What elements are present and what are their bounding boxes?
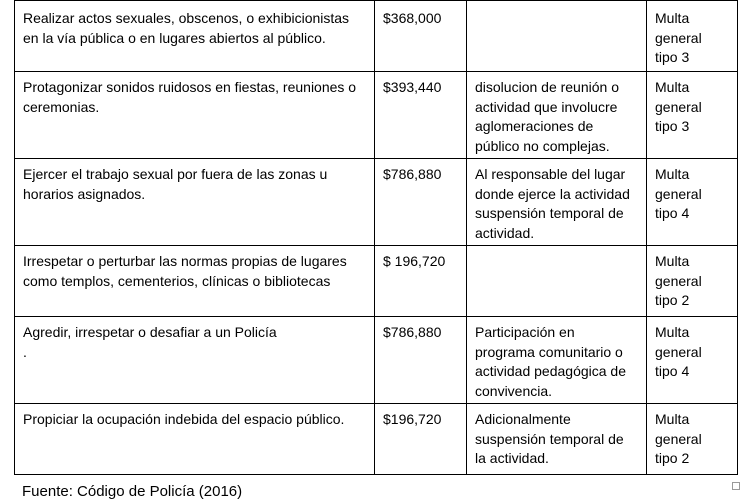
fine-type-text: Multa general tipo 3	[655, 79, 702, 134]
behavior-cell: Realizar actos sexuales, obscenos, o exhibicionistas en la vía pública o en lugares abiertos al público.	[15, 1, 375, 72]
fine-type-cell	[647, 246, 738, 317]
measure-cell	[467, 1, 647, 72]
fine-type-text: Multa general tipo 4	[655, 166, 702, 221]
table-row	[15, 1, 738, 72]
measure-cell: Adicionalmente suspensión temporal de la actividad.	[467, 404, 647, 475]
table-row	[15, 246, 738, 317]
amount-cell: $ 196,720	[375, 246, 467, 317]
amount-cell: $786,880	[375, 159, 467, 246]
source-caption: Fuente: Código de Policía (2016)	[22, 483, 243, 500]
amount-cell: $393,440	[375, 72, 467, 159]
measure-cell: Participación en programa comunitario o actividad pedagógica de convivencia.	[467, 317, 647, 404]
table-row	[15, 72, 738, 159]
table-row	[15, 404, 738, 475]
measure-cell: disolucion de reunión o actividad que involucre aglomeraciones de público no complejas.	[467, 72, 647, 159]
behavior-cell: Irrespetar o perturbar las normas propias de lugares como templos, cementerios, clínicas o bibliotecas	[15, 246, 375, 317]
fines-table	[14, 0, 738, 475]
behavior-cell: Agredir, irrespetar o desafiar a un Policía .	[15, 317, 375, 404]
fine-type-text: Multa general tipo 3	[655, 10, 702, 65]
table-row	[15, 159, 738, 246]
measure-cell	[467, 246, 647, 317]
behavior-cell: Propiciar la ocupación indebida del espacio público.	[15, 404, 375, 475]
behavior-cell: Ejercer el trabajo sexual por fuera de las zonas u horarios asignados.	[15, 159, 375, 246]
amount-cell: $196,720	[375, 404, 467, 475]
fine-type-cell	[647, 159, 738, 246]
amount-cell: $368,000	[375, 1, 467, 72]
table-resize-handle[interactable]	[732, 482, 740, 490]
table-row	[15, 317, 738, 404]
measure-cell: Al responsable del lugar donde ejerce la actividad suspensión temporal de actividad.	[467, 159, 647, 246]
fine-type-text: Multa general tipo 4	[655, 324, 702, 379]
fine-type-cell	[647, 1, 738, 72]
fine-type-text: Multa general tipo 2	[655, 411, 702, 466]
fine-type-text: Multa general tipo 2	[655, 253, 702, 308]
amount-cell: $786,880	[375, 317, 467, 404]
fine-type-cell	[647, 317, 738, 404]
fine-type-cell	[647, 404, 738, 475]
behavior-cell: Protagonizar sonidos ruidosos en fiestas, reuniones o ceremonias.	[15, 72, 375, 159]
fine-type-cell	[647, 72, 738, 159]
